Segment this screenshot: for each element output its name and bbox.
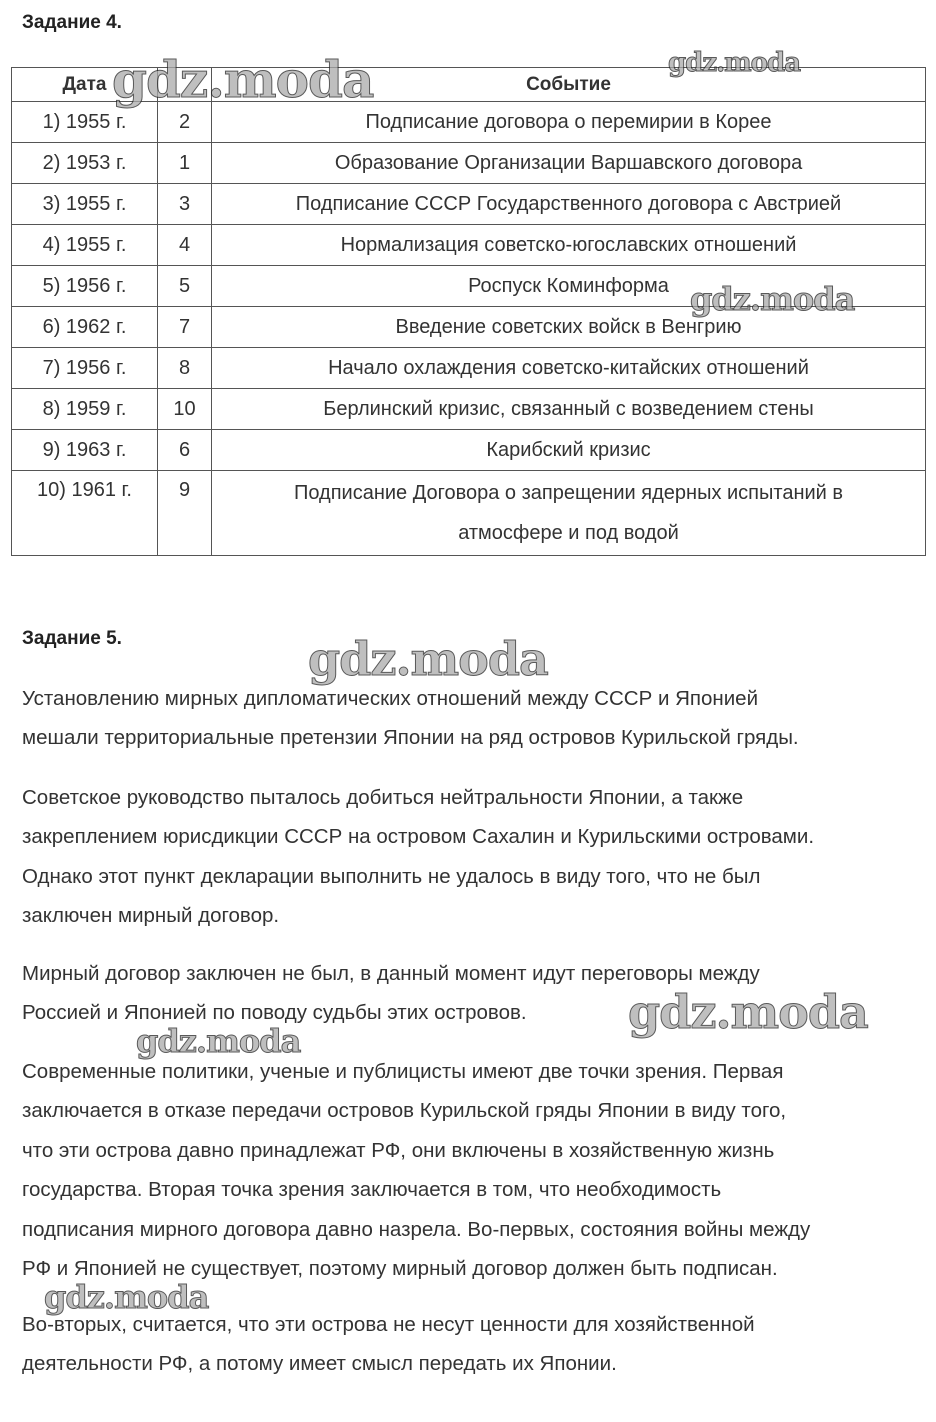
cell-date: 10) 1961 г. xyxy=(12,471,158,556)
cell-date: 7) 1956 г. xyxy=(12,348,158,389)
cell-date: 4) 1955 г. xyxy=(12,225,158,266)
cell-event: Начало охлаждения советско-китайских отношений xyxy=(212,348,926,389)
paragraph xyxy=(22,778,814,936)
cell-event: Берлинский кризис, связанный с возведением стены xyxy=(212,389,926,430)
paragraph xyxy=(22,1052,810,1288)
text-line: государства. Вторая точка зрения заключается в том, что необходимость xyxy=(22,1178,722,1202)
cell-number: 9 xyxy=(158,471,212,556)
text-line: Советское руководство пыталось добиться нейтральности Японии, а также xyxy=(22,786,744,809)
text-line: деятельности РФ, а потому имеет смысл передать их Японии. xyxy=(22,1352,617,1376)
watermark: gdz.moda xyxy=(112,50,374,109)
text-line: Мирный договор заключен не был, в данный момент идут переговоры между xyxy=(22,962,760,985)
cell-number: 8 xyxy=(158,348,212,389)
watermark: gdz.moda xyxy=(628,985,868,1039)
text-line: заключен мирный договор. xyxy=(22,904,280,928)
cell-number: 2 xyxy=(158,102,212,143)
cell-number: 5 xyxy=(158,266,212,307)
table-row xyxy=(12,348,926,389)
cell-event: Введение советских войск в Венгрию xyxy=(212,307,926,348)
cell-event: Подписание договора о перемирии в Корее xyxy=(212,102,926,143)
cell-date: 3) 1955 г. xyxy=(12,184,158,225)
table-row xyxy=(12,184,926,225)
cell-number: 4 xyxy=(158,225,212,266)
watermark: gdz.moda xyxy=(690,280,855,318)
watermark: gdz.moda xyxy=(136,1022,301,1060)
text-line: Установлению мирных дипломатических отношений между СССР и Японией xyxy=(22,687,759,710)
cell-date: 9) 1963 г. xyxy=(12,430,158,471)
paragraph xyxy=(22,679,799,758)
text-line: Во-вторых, считается, что эти острова не несут ценности для хозяйственной xyxy=(22,1313,755,1336)
cell-event: Роспуск Коминформа xyxy=(212,266,926,307)
table-row xyxy=(12,471,926,556)
table-row xyxy=(12,430,926,471)
cell-event: Карибский кризис xyxy=(212,430,926,471)
header-date: Дата xyxy=(12,68,158,102)
text-line: закреплением юрисдикции СССР на островом Сахалин и Курильскими островами. xyxy=(22,825,815,849)
cell-event: Подписание Договора о запрещении ядерных испытаний в атмосфере и под водой xyxy=(212,471,926,556)
cell-date: 6) 1962 г. xyxy=(12,307,158,348)
text-line: РФ и Японией не существует, поэтому мирный договор должен быть подписан. xyxy=(22,1257,778,1281)
cell-number: 3 xyxy=(158,184,212,225)
task5-title: Задание 5. xyxy=(22,628,122,649)
cell-date: 8) 1959 г. xyxy=(12,389,158,430)
text-line: подписания мирного договора давно назрела. Во-первых, состояния войны между xyxy=(22,1217,811,1241)
task4-title: Задание 4. xyxy=(22,12,122,33)
cell-number: 10 xyxy=(158,389,212,430)
cell-date: 5) 1956 г. xyxy=(12,266,158,307)
paragraph xyxy=(22,1305,755,1384)
cell-date: 1) 1955 г. xyxy=(12,102,158,143)
table-row xyxy=(12,225,926,266)
watermark: gdz.moda xyxy=(308,632,548,686)
watermark: gdz.moda xyxy=(44,1278,209,1316)
watermark: gdz.moda xyxy=(668,48,801,78)
cell-date: 2) 1953 г. xyxy=(12,143,158,184)
text-line: Однако этот пункт декларации выполнить не удалось в виду того, что не был xyxy=(22,864,761,888)
text-line: что эти острова давно принадлежат РФ, они включены в хозяйственную жизнь xyxy=(22,1138,775,1162)
table-row xyxy=(12,389,926,430)
text-line: мешали территориальные претензии Японии на ряд островов Курильской гряды. xyxy=(22,726,799,750)
cell-number: 6 xyxy=(158,430,212,471)
cell-event: Образование Организации Варшавского договора xyxy=(212,143,926,184)
cell-number: 7 xyxy=(158,307,212,348)
table-row xyxy=(12,143,926,184)
cell-number: 1 xyxy=(158,143,212,184)
text-line: заключается в отказе передачи островов Курильской гряды Японии в виду того, xyxy=(22,1099,787,1123)
cell-event: Нормализация советско-югославских отношений xyxy=(212,225,926,266)
header-event: Событие xyxy=(212,68,926,102)
text-line: Россией и Японией по поводу судьбы этих островов. xyxy=(22,1001,527,1025)
cell-event: Подписание СССР Государственного договора с Австрией xyxy=(212,184,926,225)
text-line: Современные политики, ученые и публицисты имеют две точки зрения. Первая xyxy=(22,1060,784,1083)
